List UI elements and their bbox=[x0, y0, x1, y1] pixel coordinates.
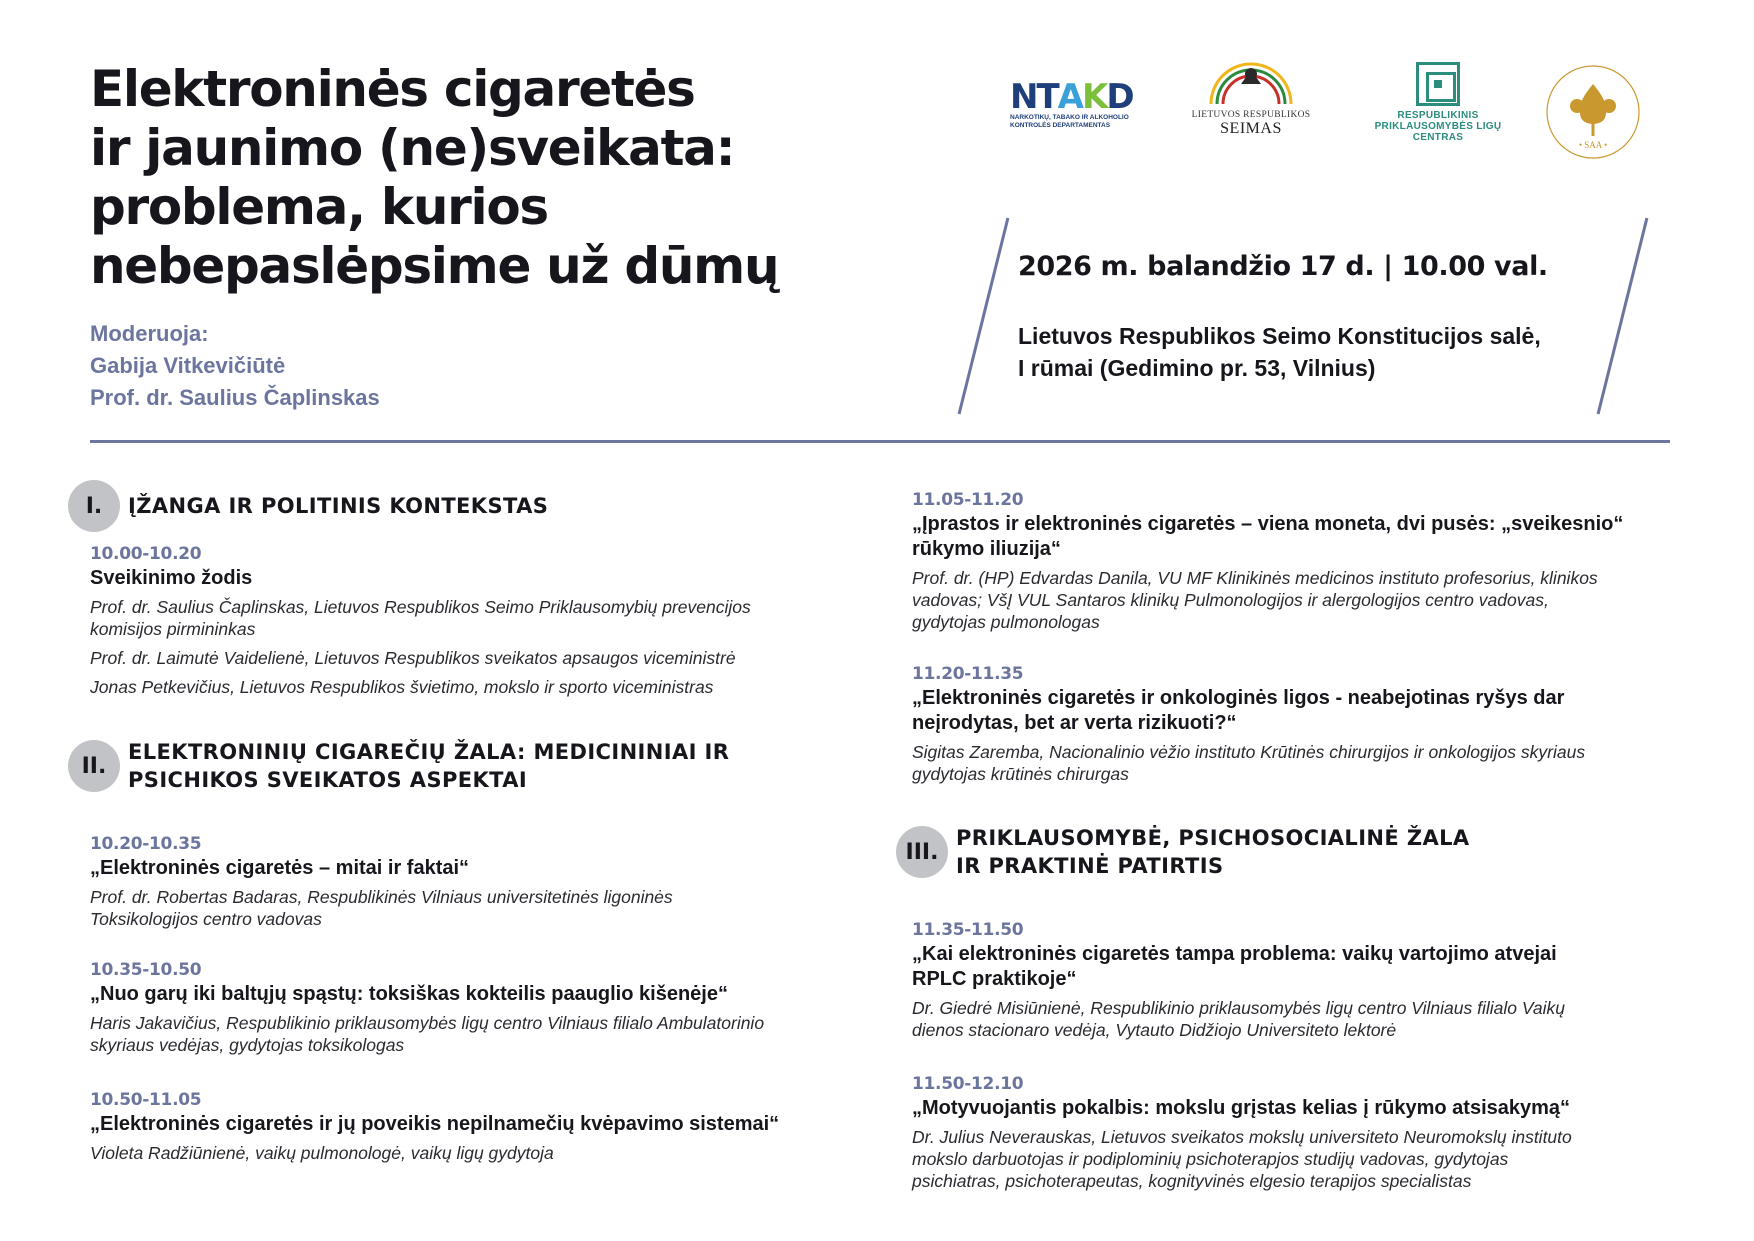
page-title bbox=[90, 60, 850, 296]
moderators-block bbox=[90, 318, 380, 414]
talk-title-line: „Elektroninės cigaretės ir jų poveikis nepilnamečių kvėpavimo sistemai“ bbox=[90, 1113, 780, 1135]
section-number-badge: II. bbox=[68, 740, 120, 792]
speaker-line: Sigitas Zaremba, Nacionalinio vėžio instituto Krūtinės chirurgijos ir onkologijos skyriaus bbox=[912, 742, 1586, 762]
ntakd-letter: A bbox=[1057, 77, 1082, 117]
speaker-line: Prof. dr. Saulius Čaplinskas, Lietuvos Respublikos Seimo Priklausomybių prevencijos bbox=[90, 597, 751, 617]
agenda-talk-title bbox=[90, 982, 764, 1007]
ntakd-letter: K bbox=[1082, 77, 1107, 117]
seimas-line2: SEIMAS bbox=[1220, 120, 1282, 137]
rplc-emblem-icon bbox=[1416, 62, 1460, 106]
seimas-line1: LIETUVOS RESPUBLIKOS bbox=[1191, 110, 1311, 120]
speaker-line: gydytojas krūtinės chirurgas bbox=[912, 764, 1129, 784]
title-line: nebepaslėpsime už dūmų bbox=[90, 237, 779, 295]
agenda-time: 10.50-11.05 bbox=[90, 1090, 202, 1110]
agenda-time: 11.20-11.35 bbox=[912, 664, 1024, 684]
agenda-talk-title bbox=[90, 1112, 779, 1137]
speaker-line: Dr. Giedrė Misiūnienė, Respublikinio priklausomybės ligų centro Vilniaus filialo Vaikų bbox=[912, 998, 1565, 1018]
decorative-slash-left bbox=[958, 218, 1010, 415]
speaker-line: Prof. dr. (HP) Edvardas Danila, VU MF Klinikinės medicinos instituto profesorius, klinikos bbox=[912, 568, 1598, 588]
speaker-line: psichiatras, psichoterapeutas, kognityvinės elgesio terapijos specialistas bbox=[912, 1171, 1472, 1191]
moderator-name: Gabija Vitkevičiūtė bbox=[90, 353, 286, 378]
ntakd-logo bbox=[1010, 77, 1145, 130]
ntakd-letter: D bbox=[1106, 77, 1133, 117]
agenda-talk-title bbox=[90, 566, 751, 591]
agenda-item bbox=[912, 918, 1565, 1041]
ntakd-wordmark bbox=[1010, 77, 1145, 117]
talk-title-line: Sveikinimo žodis bbox=[90, 567, 253, 589]
title-line: ir jaunimo (ne)sveikata: bbox=[90, 119, 735, 177]
section-title-line: IR PRAKTINĖ PATIRTIS bbox=[956, 854, 1224, 878]
section-title-line: PRIKLAUSOMYBĖ, PSICHOSOCIALINĖ ŽALA bbox=[956, 826, 1470, 850]
ntakd-caption-line: KONTROLĖS DEPARTAMENTAS bbox=[1010, 122, 1111, 129]
rplc-caption bbox=[1368, 110, 1508, 143]
section-title-line: PSICHIKOS SVEIKATOS ASPEKTAI bbox=[128, 768, 528, 792]
rplc-logo bbox=[1368, 62, 1508, 143]
agenda-time: 10.00-10.20 bbox=[90, 544, 202, 564]
agenda-time: 10.35-10.50 bbox=[90, 960, 202, 980]
agenda-time: 11.35-11.50 bbox=[912, 920, 1024, 940]
speaker-line: Haris Jakavičius, Respublikinio priklausomybės ligų centro Vilniaus filialo Ambulatorinio bbox=[90, 1013, 765, 1033]
agenda-item bbox=[90, 832, 673, 930]
agenda-speaker bbox=[912, 1126, 1572, 1192]
section-title bbox=[128, 738, 729, 794]
speaker-line: Toksikologijos centro vadovas bbox=[90, 909, 322, 929]
speaker-line: Prof. dr. Laimutė Vaidelienė, Lietuvos Respublikos sveikatos apsaugos viceministrė bbox=[90, 648, 736, 668]
ntakd-caption-line: NARKOTIKŲ, TABAKO IR ALKOHOLIO bbox=[1010, 114, 1129, 121]
talk-title-line: neįrodytas, bet ar verta rizikuoti?“ bbox=[912, 712, 1237, 734]
agenda-talk-title bbox=[90, 856, 673, 881]
agenda-talk-title bbox=[912, 512, 1623, 562]
section-title bbox=[128, 492, 548, 520]
talk-title-line: „Elektroninės cigaretės ir onkologinės ligos - neabejotinas ryšys dar bbox=[912, 687, 1565, 709]
agenda-time: 10.20-10.35 bbox=[90, 834, 202, 854]
agenda-speaker bbox=[90, 676, 751, 698]
speaker-line: Prof. dr. Robertas Badaras, Respublikinės Vilniaus universitetinės ligoninės bbox=[90, 887, 673, 907]
speaker-line: vadovas; VšĮ VUL Santaros klinikų Pulmonologijos ir alergologijos centro vadovas, bbox=[912, 590, 1549, 610]
section-title bbox=[956, 824, 1470, 880]
rplc-caption-line: CENTRAS bbox=[1412, 132, 1464, 143]
agenda-time: 11.50-12.10 bbox=[912, 1074, 1024, 1094]
agenda-speaker bbox=[912, 997, 1565, 1041]
agenda-item bbox=[912, 662, 1585, 785]
saa-logo-icon bbox=[1543, 62, 1643, 162]
section-title-line: ELEKTRONINIŲ CIGAREČIŲ ŽALA: MEDICININIAI IR bbox=[128, 740, 730, 764]
section-number-badge: I. bbox=[68, 480, 120, 532]
section-heading bbox=[896, 824, 1470, 880]
speaker-line: Dr. Julius Neverauskas, Lietuvos sveikatos mokslų universiteto Neuromokslų instituto bbox=[912, 1127, 1572, 1147]
talk-title-line: „Elektroninės cigaretės – mitai ir faktai“ bbox=[90, 857, 470, 879]
talk-title-line: „Įprastos ir elektroninės cigaretės – viena moneta, dvi pusės: „sveikesnio“ bbox=[912, 513, 1624, 535]
agenda-speaker bbox=[90, 596, 751, 640]
partner-logos bbox=[1010, 62, 1630, 162]
title-line: Elektroninės cigaretės bbox=[90, 60, 695, 118]
talk-title-line: rūkymo iliuzija“ bbox=[912, 538, 1061, 560]
speaker-line: Jonas Petkevičius, Lietuvos Respublikos švietimo, mokslo ir sporto viceministras bbox=[90, 677, 714, 697]
rplc-caption-line: RESPUBLIKINIS bbox=[1397, 110, 1479, 121]
agenda-item bbox=[90, 542, 751, 698]
ntakd-letter: N bbox=[1010, 77, 1037, 117]
event-date: 2026 m. balandžio 17 d. | 10.00 val. bbox=[1018, 251, 1548, 282]
seimas-logo bbox=[1185, 62, 1317, 138]
agenda-speaker bbox=[90, 886, 673, 930]
ntakd-caption bbox=[1010, 114, 1145, 130]
rplc-caption-line: PRIKLAUSOMYBĖS LIGŲ bbox=[1374, 121, 1502, 132]
agenda-speaker bbox=[90, 647, 751, 669]
agenda-speaker bbox=[912, 741, 1585, 785]
seimas-emblem-icon bbox=[1185, 62, 1317, 104]
agenda-speaker bbox=[90, 1012, 764, 1056]
venue-line: I rūmai (Gedimino pr. 53, Vilnius) bbox=[1018, 355, 1376, 381]
talk-title-line: RPLC praktikoje“ bbox=[912, 968, 1077, 990]
section-number-badge: III. bbox=[896, 826, 948, 878]
talk-title-line: „Motyvuojantis pokalbis: mokslu grįstas kelias į rūkymo atsisakymą“ bbox=[912, 1097, 1571, 1119]
speaker-line: Violeta Radžiūnienė, vaikų pulmonologė, vaikų ligų gydytoja bbox=[90, 1143, 554, 1163]
speaker-line: mokslo darbuotojas ir podiplominių psichoterapjos studijų vadovas, gydytojas bbox=[912, 1149, 1509, 1169]
talk-title-line: „Nuo garų iki baltųjų spąstų: toksiškas kokteilis paauglio kišenėje“ bbox=[90, 983, 728, 1005]
moderator-name: Prof. dr. Saulius Čaplinskas bbox=[90, 385, 380, 410]
header-divider bbox=[90, 440, 1670, 443]
speaker-line: komisijos pirmininkas bbox=[90, 619, 256, 639]
speaker-line: dienos stacionaro vedėja, Vytauto Didžiojo Universiteto lektorė bbox=[912, 1020, 1397, 1040]
section-title-line: ĮŽANGA IR POLITINIS KONTEKSTAS bbox=[128, 494, 549, 518]
agenda-item bbox=[912, 1072, 1572, 1192]
speaker-line: gydytojas pulmonologas bbox=[912, 612, 1100, 632]
saa-abbr: • SAA • bbox=[1578, 140, 1608, 150]
agenda-speaker bbox=[90, 1142, 779, 1164]
talk-title-line: „Kai elektroninės cigaretės tampa problema: vaikų vartojimo atvejai bbox=[912, 943, 1557, 965]
section-heading bbox=[68, 480, 548, 532]
decorative-slash-right bbox=[1597, 218, 1649, 415]
moderators-label: Moderuoja: bbox=[90, 321, 209, 346]
agenda-talk-title bbox=[912, 686, 1585, 736]
agenda-talk-title bbox=[912, 942, 1565, 992]
event-venue bbox=[1018, 320, 1541, 384]
section-heading bbox=[68, 738, 729, 794]
agenda-item bbox=[90, 958, 764, 1056]
agenda-item bbox=[90, 1088, 779, 1164]
title-line: problema, kurios bbox=[90, 178, 548, 236]
venue-line: Lietuvos Respublikos Seimo Konstitucijos salė, bbox=[1018, 323, 1541, 349]
agenda-speaker bbox=[912, 567, 1623, 633]
speaker-line: skyriaus vedėjas, gydytojas toksikologas bbox=[90, 1035, 405, 1055]
agenda-talk-title bbox=[912, 1096, 1572, 1121]
ntakd-letter: T bbox=[1036, 77, 1058, 117]
agenda-time: 11.05-11.20 bbox=[912, 490, 1024, 510]
agenda-item bbox=[912, 488, 1623, 633]
